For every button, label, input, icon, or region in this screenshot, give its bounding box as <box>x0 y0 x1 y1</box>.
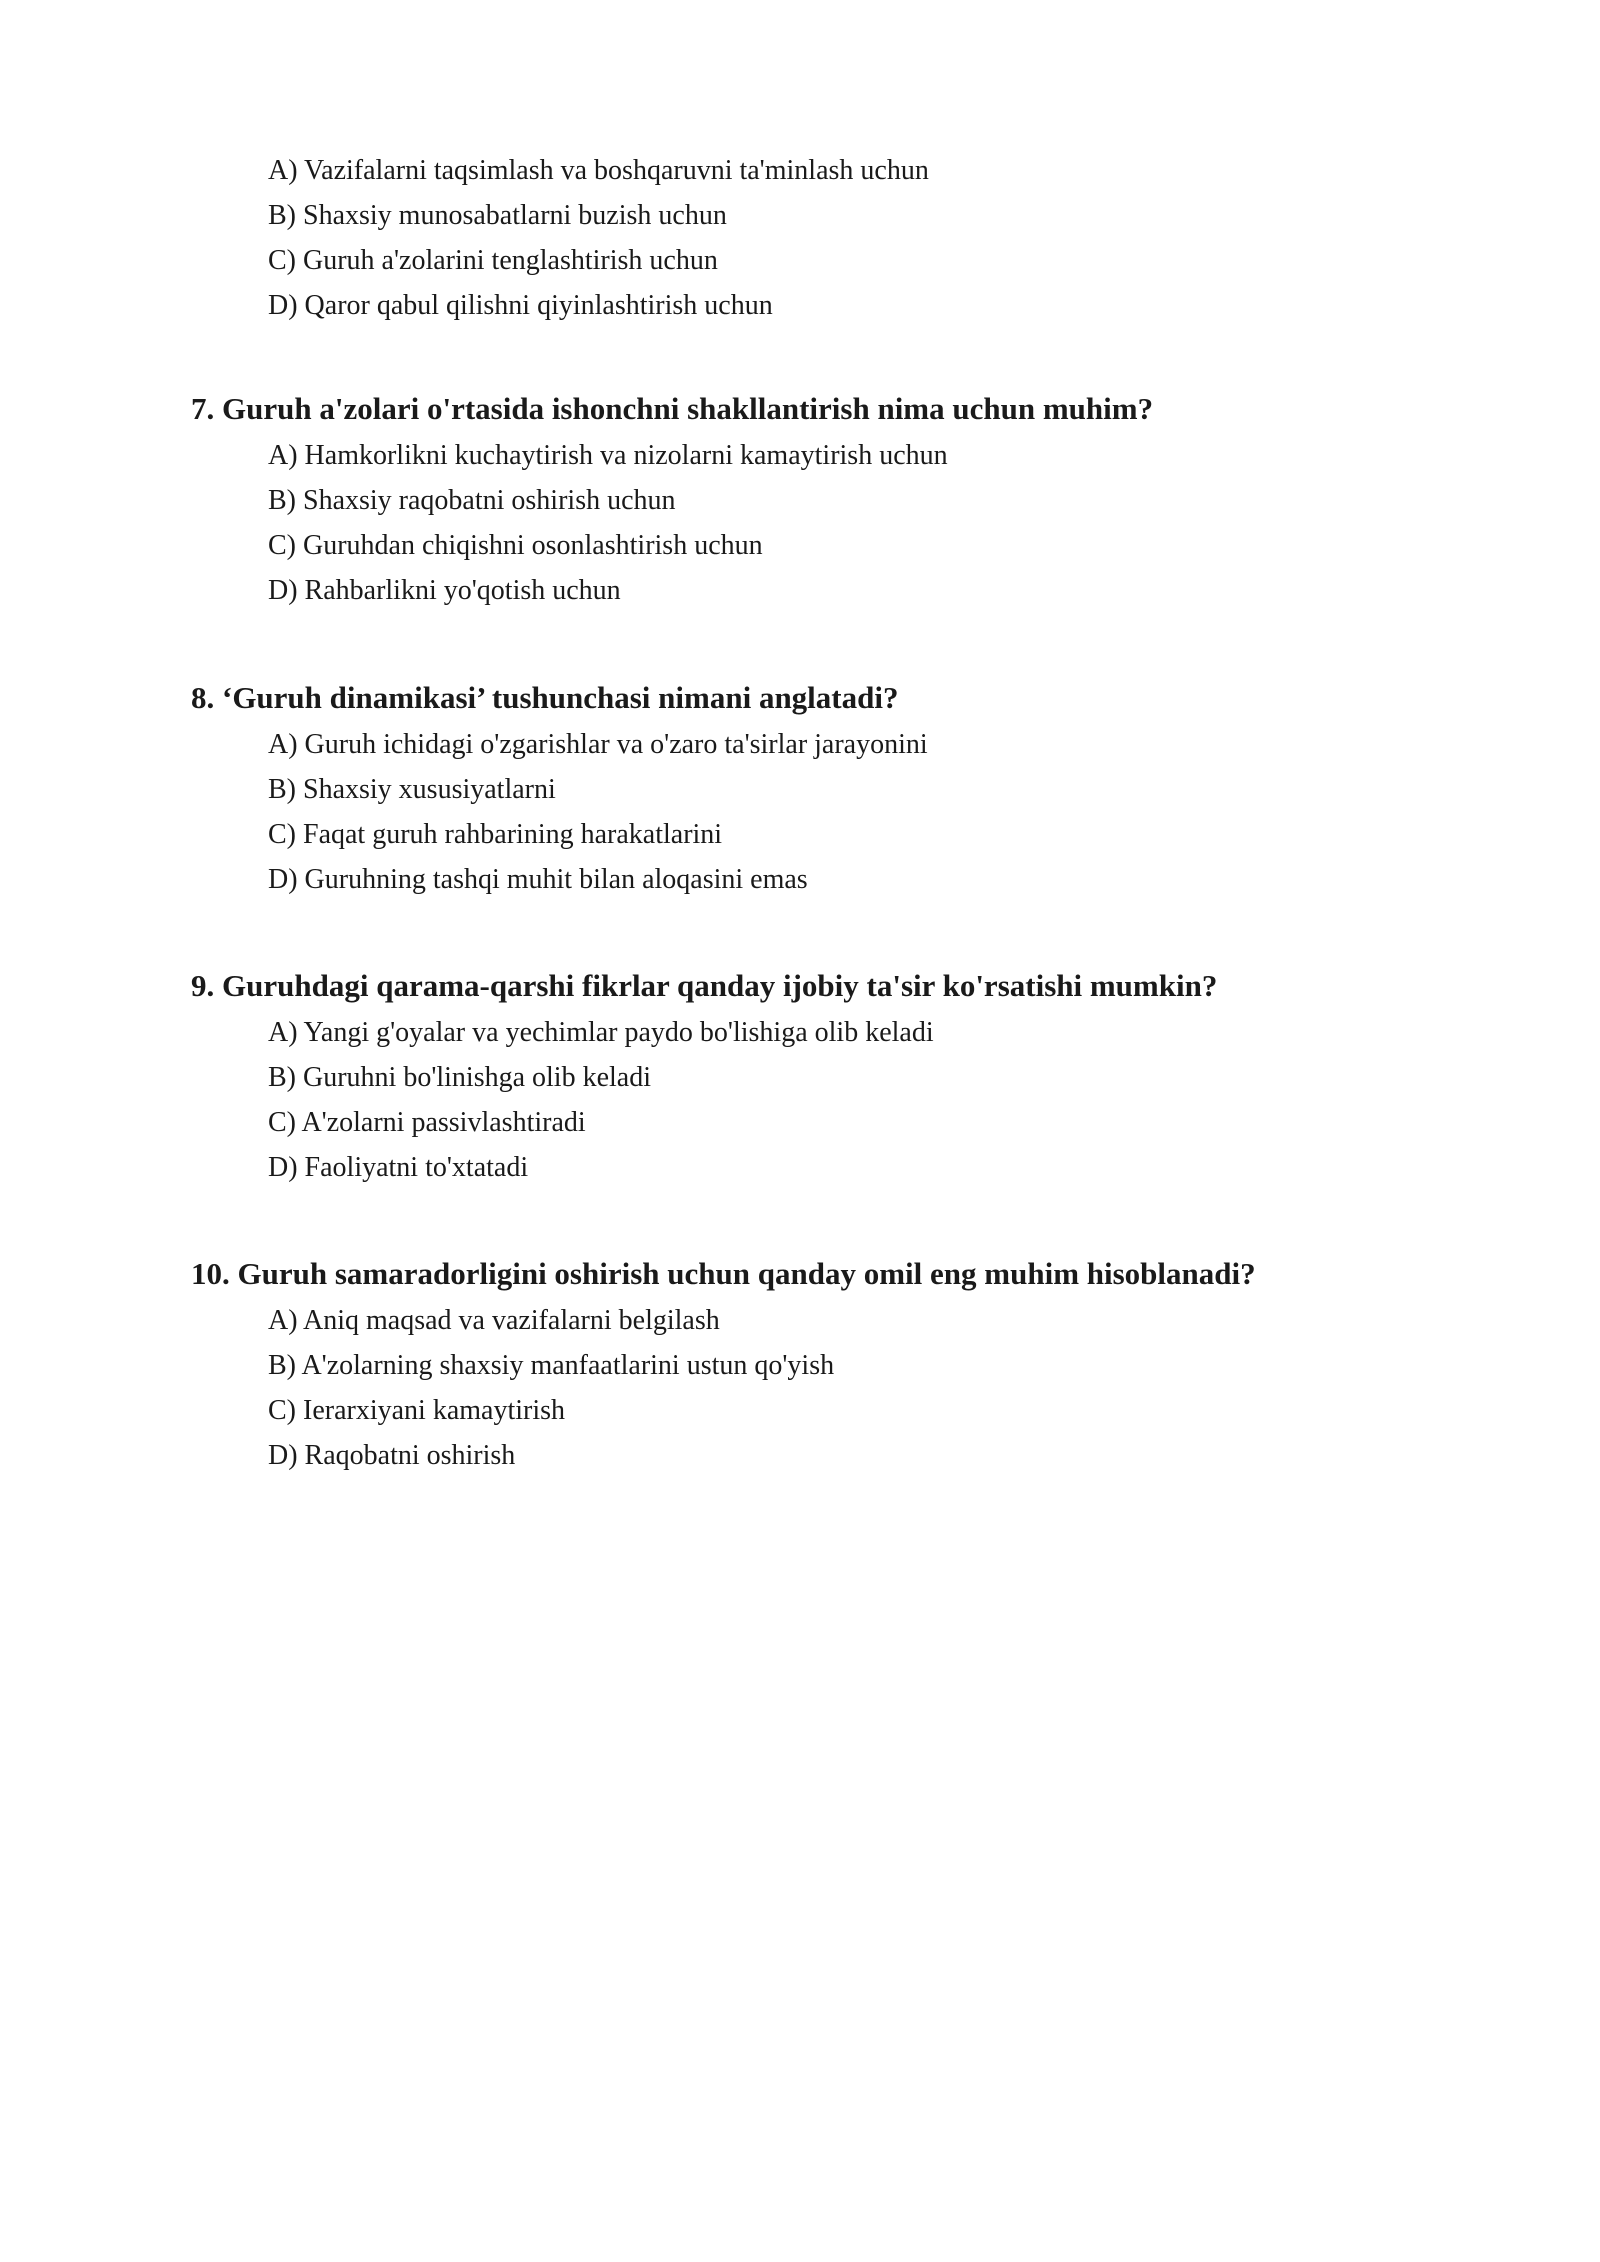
answer-options <box>0 1010 1217 1190</box>
continued-answer-options <box>0 148 929 328</box>
answer-option: C) A'zolarni passivlashtiradi <box>268 1107 586 1138</box>
answer-options <box>0 722 928 902</box>
answer-options <box>0 1298 1256 1478</box>
answer-option: A) Aniq maqsad va vazifalarni belgilash <box>268 1305 720 1336</box>
question-title: 9. Guruhdagi qarama-qarshi fikrlar qanday ijobiy ta'sir ko'rsatishi mumkin? <box>191 968 1218 1003</box>
question-9 <box>0 966 1217 1190</box>
answer-option: D) Guruhning tashqi muhit bilan aloqasini emas <box>268 864 808 895</box>
answer-option: A) Yangi g'oyalar va yechimlar paydo bo'lishiga olib keladi <box>268 1017 934 1048</box>
question-10 <box>0 1254 1256 1478</box>
answer-option: C) Guruhdan chiqishni osonlashtirish uchun <box>268 530 763 561</box>
answer-option: B) A'zolarning shaxsiy manfaatlarini ustun qo'yish <box>268 1350 835 1381</box>
question-8 <box>0 678 928 902</box>
answer-option: D) Faoliyatni to'xtatadi <box>268 1152 529 1183</box>
answer-option: D) Rahbarlikni yo'qotish uchun <box>268 575 621 606</box>
answer-option: B) Shaxsiy xususiyatlarni <box>268 774 556 805</box>
answer-options <box>0 433 1153 613</box>
answer-option: C) Faqat guruh rahbarining harakatlarini <box>268 819 723 850</box>
answer-option: D) Qaror qabul qilishni qiyinlashtirish uchun <box>268 290 773 321</box>
answer-option: A) Guruh ichidagi o'zgarishlar va o'zaro ta'sirlar jarayonini <box>268 729 928 760</box>
answer-option: C) Ierarxiyani kamaytirish <box>268 1395 566 1426</box>
answer-option: B) Shaxsiy raqobatni oshirish uchun <box>268 485 676 516</box>
answer-option: D) Raqobatni oshirish <box>268 1440 516 1471</box>
answer-option: A) Vazifalarni taqsimlash va boshqaruvni ta'minlash uchun <box>268 155 929 186</box>
question-7 <box>0 389 1153 613</box>
answer-option: C) Guruh a'zolarini tenglashtirish uchun <box>268 245 718 276</box>
answer-option: A) Hamkorlikni kuchaytirish va nizolarni kamaytirish uchun <box>268 440 948 471</box>
question-title: 10. Guruh samaradorligini oshirish uchun qanday omil eng muhim hisoblanadi? <box>191 1256 1256 1291</box>
answer-option: B) Guruhni bo'linishga olib keladi <box>268 1062 652 1093</box>
question-title: 8. ‘Guruh dinamikasi’ tushunchasi nimani anglatadi? <box>191 680 899 715</box>
question-title: 7. Guruh a'zolari o'rtasida ishonchni shakllantirish nima uchun muhim? <box>191 391 1154 426</box>
answer-option: B) Shaxsiy munosabatlarni buzish uchun <box>268 200 727 231</box>
